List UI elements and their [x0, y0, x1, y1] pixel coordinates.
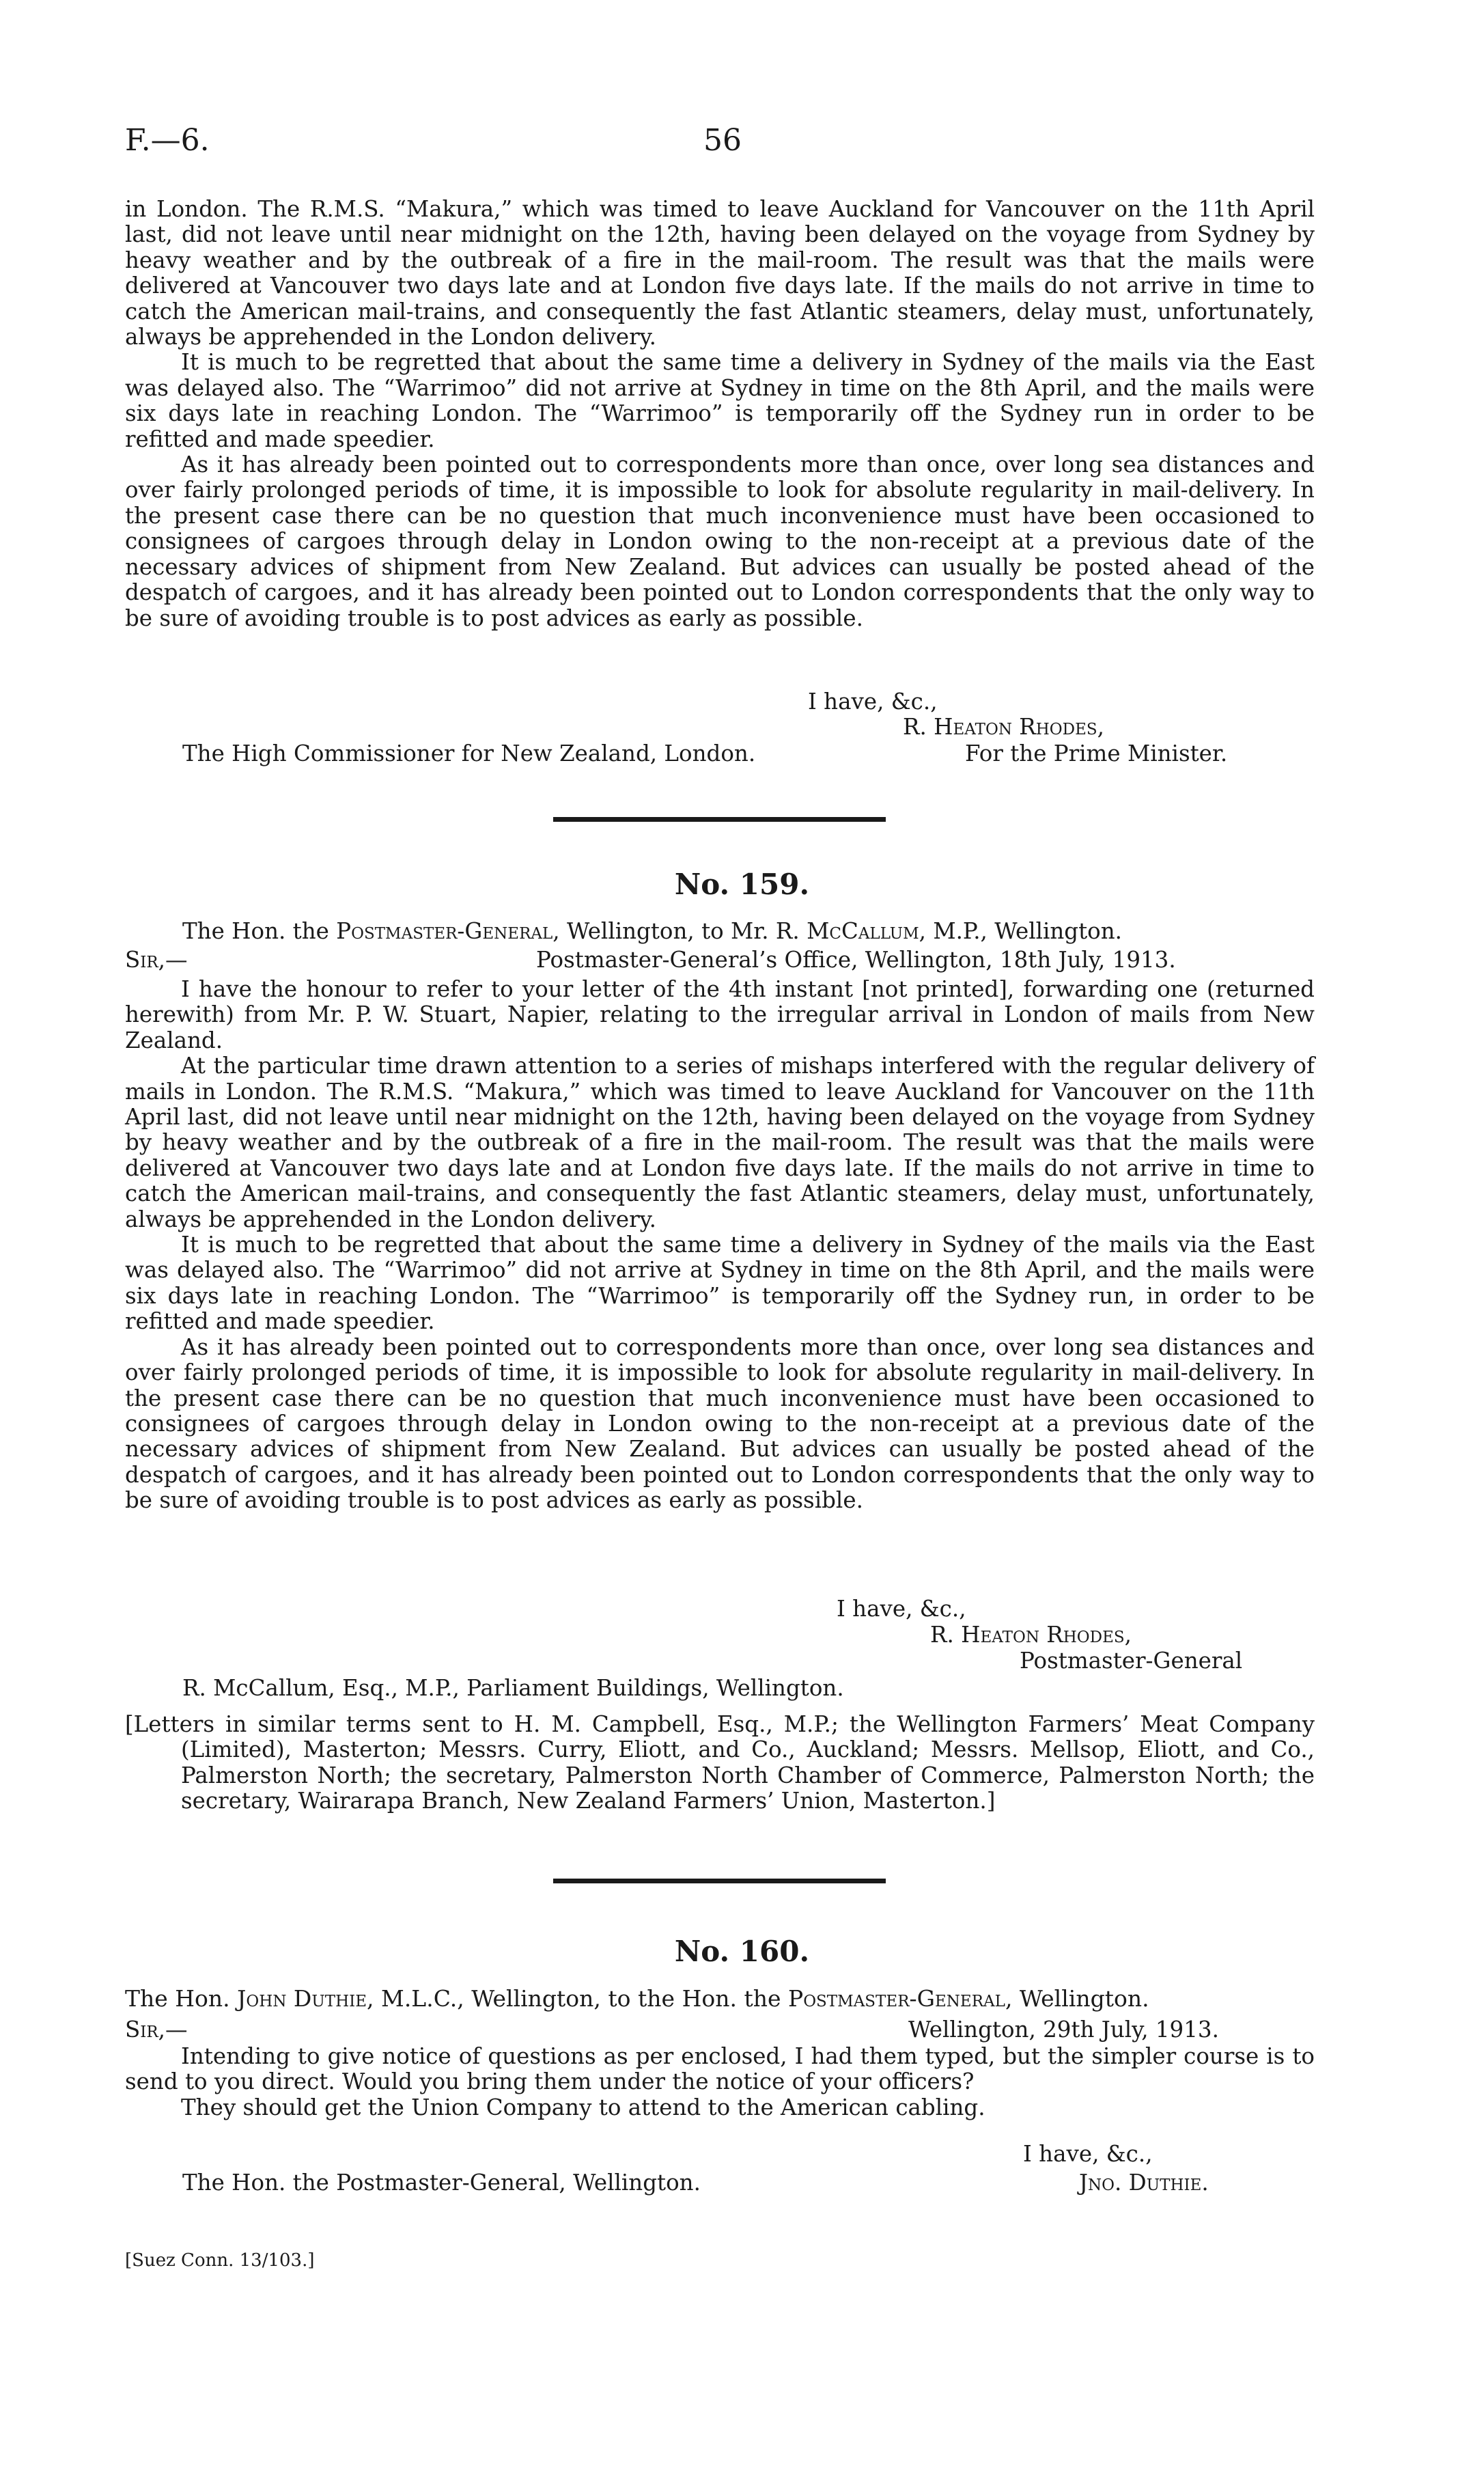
- signatory: R. Heaton Rhodes,: [930, 1622, 1132, 1648]
- salutation: Sir,—: [125, 947, 188, 973]
- addressee: R. McCallum, Esq., M.P., Parliament Buildings, Wellington.: [182, 1675, 844, 1701]
- paragraph: in London. The R.M.S. “Makura,” which was timed to leave Auckland for Vancouver on the 11th April last, did not leave until near midnight on the 12th, having been delayed on the voyage from Sydney by heavy weather and by the outbreak of a fire in the mail-room. The result was that the mails were delivered at Vancouver two days late and at London five days late. If the mails do not arrive in time to catch the American mail-trains, and consequently the fast Atlantic steamers, delay must, unfortunately, always be apprehended in the London delivery.: [125, 196, 1315, 350]
- section-divider: [553, 1879, 886, 1883]
- letter-159-from-to: The Hon. the Postmaster-General, Wellington, to Mr. R. McCallum, M.P., Wellington.: [182, 918, 1122, 944]
- section-divider: [553, 817, 886, 822]
- addressee: The Hon. the Postmaster-General, Wellington.: [182, 2170, 701, 2196]
- paragraph: It is much to be regretted that about the same time a delivery in Sydney of the mails via the East was delayed also. The “Warrimoo” did not arrive at Sydney in time on the 8th April, and the mails were six days late in reaching London. The “Warrimoo” is temporarily off the Sydney run, in order to be refitted and made speedier.: [125, 1232, 1315, 1335]
- note-text: [Letters in similar terms sent to H. M. Campbell, Esq., M.P.; the Wellington Farmers’ Meat Company (Limited), Masterton; Messrs. Curry, Eliott, and Co., Auckland; Messrs. Mellsop, Eliott, and Co., Palmerston North; the secretary, Palmerston North Chamber of Commerce, Palmerston North; the secretary, Wairarapa Branch, New Zealand Farmers’ Union, Masterton.]: [125, 1711, 1315, 1814]
- bracketed-note: [125, 1712, 1315, 1814]
- signatory-title: For the Prime Minister.: [965, 741, 1228, 766]
- letter-160-body: [125, 2044, 1315, 2120]
- signatory: R. Heaton Rhodes,: [903, 714, 1104, 740]
- salutation: Sir,—: [125, 2017, 188, 2043]
- signatory-title: Postmaster-General: [1020, 1648, 1243, 1674]
- date-line: Wellington, 29th July, 1913.: [908, 2017, 1219, 2043]
- previous-letter-body: [125, 197, 1315, 631]
- paragraph: As it has already been pointed out to correspondents more than once, over long sea distances and over fairly prolonged periods of time, it is impossible to look for absolute regularity in mail-delivery. In the present case there can be no question that much inconvenience must have been occasioned to consignees of cargoes through delay in London owing to the non-receipt at a previous date of the necessary advices of shipment from New Zealand. But advices can usually be posted ahead of the despatch of cargoes, and it has already been pointed out to London correspondents that the only way to be sure of avoiding trouble is to post advices as early as possible.: [125, 1333, 1315, 1514]
- letter-159-body: [125, 977, 1315, 1514]
- closing: I have, &c.,: [1023, 2141, 1153, 2167]
- letter-number-159: No. 159.: [674, 868, 810, 901]
- paragraph: As it has already been pointed out to correspondents more than once, over long sea distances and over fairly prolonged periods of time, it is impossible to look for absolute regularity in mail-delivery. In the present case there can be no question that much inconvenience must have been occasioned to consignees of cargoes through delay in London owing to the non-receipt at a previous date of the necessary advices of shipment from New Zealand. But advices can usually be posted ahead of the despatch of cargoes, and it has already been pointed out to London correspondents that the only way to be sure of avoiding trouble is to post advices as early as possible.: [125, 452, 1315, 631]
- document-reference: F.—6.: [125, 123, 210, 158]
- paragraph: I have the honour to refer to your letter of the 4th instant [not printed], forwarding one (returned herewith) from Mr. P. W. Stuart, Napier, relating to the irregular arrival in London of mails from New Zealand.: [125, 976, 1315, 1053]
- paragraph: It is much to be regretted that about the same time a delivery in Sydney of the mails via the East was delayed also. The “Warrimoo” did not arrive at Sydney in time on the 8th April, and the mails were six days late in reaching London. The “Warrimoo” is temporarily off the Sydney run in order to be refitted and made speedier.: [125, 349, 1315, 452]
- closing: I have, &c.,: [837, 1596, 966, 1622]
- closing: I have, &c.,: [808, 689, 938, 715]
- page-number: 56: [703, 123, 742, 158]
- letter-160-from-to: The Hon. John Duthie, M.L.C., Wellington, to the Hon. the Postmaster-General, Wellington.: [125, 1985, 1149, 2012]
- paragraph: At the particular time drawn attention to a series of mishaps interfered with the regular delivery of mails in London. The R.M.S. “Makura,” which was timed to leave Auckland for Vancouver on the 11th April last, did not leave until near midnight on the 12th, having been delayed on the voyage from Sydney by heavy weather and by the outbreak of a fire in the mail-room. The result was that the mails were delivered at Vancouver two days late and at London five days late. If the mails do not arrive in time to catch the American mail-trains, and consequently the fast Atlantic steamers, delay must, unfortunately, always be apprehended in the London delivery.: [125, 1053, 1315, 1232]
- letter-number-160: No. 160.: [674, 1935, 810, 1968]
- paragraph: They should get the Union Company to attend to the American cabling.: [181, 2094, 985, 2120]
- addressee: The High Commissioner for New Zealand, London.: [182, 741, 756, 766]
- signatory: Jno. Duthie.: [1079, 2170, 1209, 2196]
- file-reference: [Suez Conn. 13/103.]: [125, 2250, 315, 2271]
- paragraph: Intending to give notice of questions as per enclosed, I had them typed, but the simpler course is to send to you direct. Would you bring them under the notice of your officers?: [125, 2043, 1315, 2095]
- office-line: Postmaster-General’s Office, Wellington, 18th July, 1913.: [536, 947, 1176, 973]
